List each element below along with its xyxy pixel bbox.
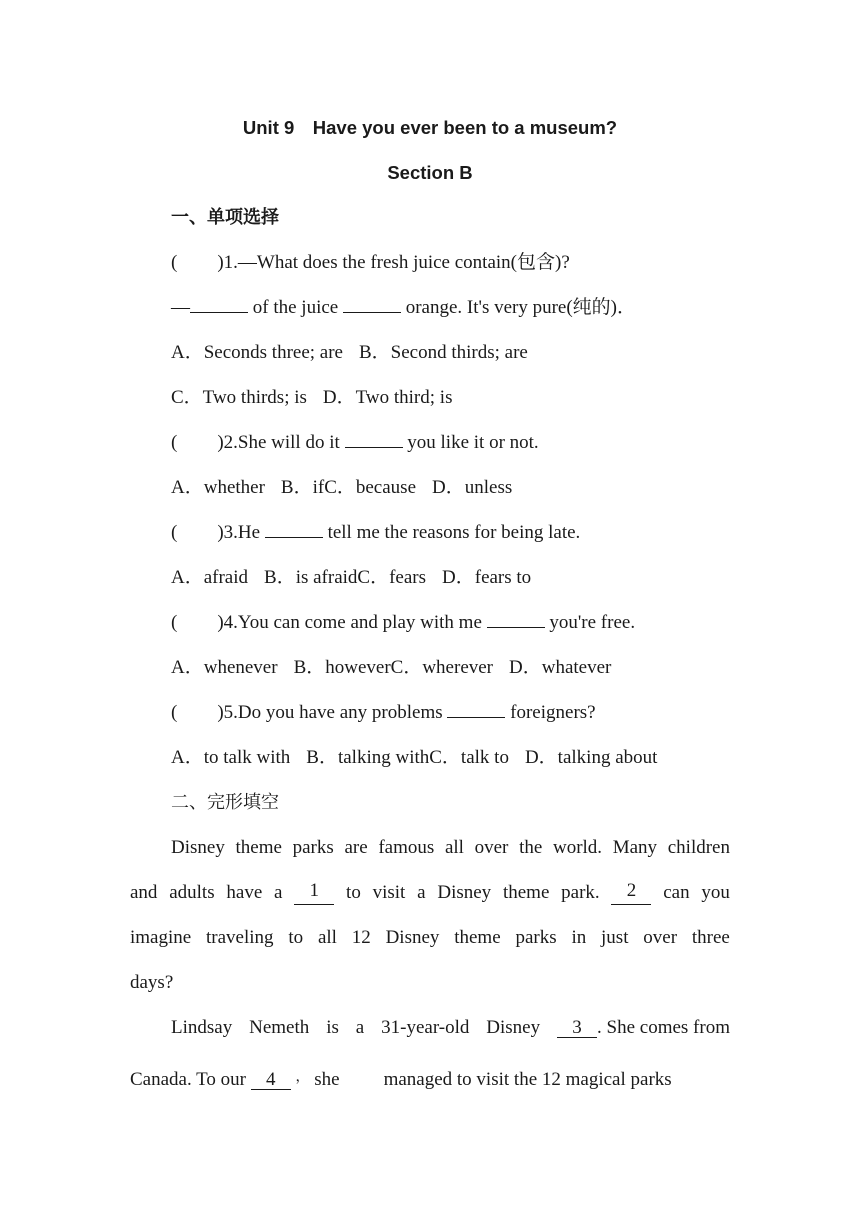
option-b: B．Second thirds; are: [359, 342, 528, 363]
passage-line-6: Canada. To our 4 ， she managed to visit the 12 magical parks: [130, 1069, 672, 1090]
page-title: Unit 9 Have you ever been to a museum?: [242, 117, 618, 138]
option-d: D．Two third; is: [322, 387, 453, 408]
option-c: C．Two thirds; is: [171, 387, 307, 408]
cloze-blank-1: 1: [294, 881, 334, 905]
option-d: D．whatever: [509, 657, 612, 678]
answer-blank: [447, 701, 505, 718]
passage-line-3: imagine traveling to all 12 Disney theme parks in just over three: [130, 927, 730, 948]
question-1: [171, 251, 570, 275]
passage-line-4: days?: [130, 972, 174, 993]
option-bc: B．is afraidC．fears: [264, 567, 427, 588]
cloze-blank-4: 4: [251, 1070, 291, 1090]
passage-line-2: and adults have a 1 to visit a Disney theme park. 2 can you: [130, 880, 730, 903]
question-1-stem: )1.—What does the fresh juice contain(包含)?: [217, 252, 570, 273]
question-1-line2: — of the juice orange. It's very pure(纯的)．: [171, 297, 637, 318]
question-1-options-ab: [171, 341, 528, 365]
question-5-options: [171, 746, 657, 770]
answer-blank: [343, 296, 401, 313]
option-bc: B．ifC．because: [280, 477, 417, 498]
option-a: A．afraid: [171, 567, 249, 588]
option-a: A．Seconds three; are: [171, 342, 343, 363]
answer-blank: [190, 296, 248, 313]
part1-heading: 一、单项选择: [171, 207, 279, 228]
option-d: D．unless: [432, 477, 513, 498]
option-a: A．whenever: [171, 657, 278, 678]
question-1-options-cd: [171, 386, 452, 410]
passage-line-1: Disney theme parks are famous all over the world. Many children: [171, 837, 730, 858]
option-d: D．fears to: [442, 567, 532, 588]
question-3-options: [171, 566, 531, 590]
question-4-options: [171, 656, 611, 680]
answer-blank: [345, 431, 403, 448]
question-2: ( )2.She will do it you like it or not.: [171, 432, 539, 453]
section-title: Section B: [387, 162, 473, 183]
option-d: D．talking about: [524, 747, 658, 768]
part2-heading: 二、完形填空: [171, 792, 279, 813]
answer-paren: (: [171, 252, 178, 273]
cloze-blank-3: 3: [557, 1018, 597, 1038]
question-3: ( )3.He tell me the reasons for being late.: [171, 522, 581, 543]
question-2-options: [171, 476, 512, 500]
cloze-blank-2: 2: [611, 881, 651, 905]
option-a: A．whether: [171, 477, 265, 498]
question-5: ( )5.Do you have any problems foreigners?: [171, 702, 596, 723]
passage-line-5: Lindsay Nemeth is a 31-year-old Disney 3 . She comes from: [171, 1017, 730, 1038]
answer-blank: [487, 611, 545, 628]
option-bc: B．talking withC．talk to: [306, 747, 509, 768]
option-bc: B．howeverC．wherever: [293, 657, 494, 678]
answer-blank: [265, 521, 323, 538]
question-4: ( )4.You can come and play with me you're free.: [171, 612, 636, 633]
option-a: A．to talk with: [171, 747, 291, 768]
